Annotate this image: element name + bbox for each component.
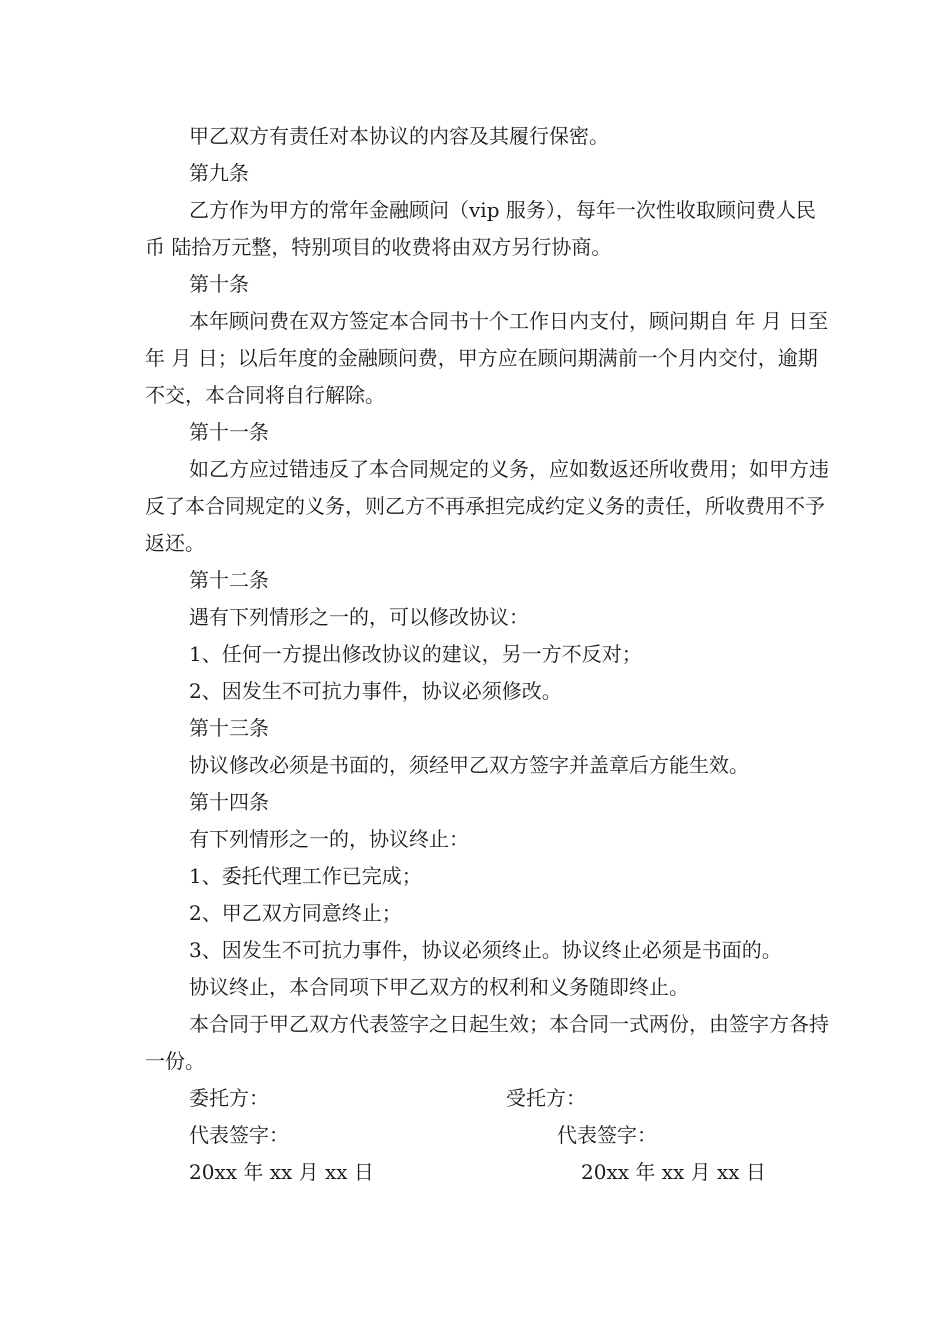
agent-label: 受托方： bbox=[506, 1086, 586, 1110]
agent-date: 20xx 年 xx 月 xx 日 bbox=[581, 1160, 766, 1184]
article-14-intro: 有下列情形之一的，协议终止： bbox=[189, 827, 469, 851]
client-label: 委托方： bbox=[189, 1086, 269, 1110]
client-date: 20xx 年 xx 月 xx 日 bbox=[189, 1160, 374, 1184]
article-13-text: 协议修改必须是书面的，须经甲乙双方签字并盖章后方能生效。 bbox=[189, 753, 749, 777]
article-14-item-3: 3、因发生不可抗力事件，协议必须终止。协议终止必须是书面的。 bbox=[189, 938, 782, 962]
client-rep-signature: 代表签字： bbox=[189, 1123, 289, 1147]
signature-date-row bbox=[145, 1154, 835, 1191]
article-10-text: 本年顾问费在双方签定本合同书十个工作日内支付，顾问期自 年 月 日至 年 月 日；以后年度的金融顾问费，甲方应在顾问期满前一个月内交付，逾期不交，本合同将自行解除。 bbox=[145, 309, 829, 407]
termination-effect: 协议终止，本合同项下甲乙双方的权利和义务随即终止。 bbox=[189, 975, 689, 999]
article-9-heading: 第九条 bbox=[189, 161, 249, 185]
paragraph-confidentiality: 甲乙双方有责任对本协议的内容及其履行保密。 bbox=[189, 124, 609, 148]
signature-rep-row bbox=[145, 1117, 835, 1154]
article-12-item-1: 1、任何一方提出修改协议的建议，另一方不反对； bbox=[189, 642, 642, 666]
article-11-text: 如乙方应过错违反了本合同规定的义务，应如数返还所收费用；如甲方违反了本合同规定的义务，则乙方不再承担完成约定义务的责任，所收费用不予返还。 bbox=[145, 457, 829, 555]
article-14-item-1: 1、委托代理工作已完成； bbox=[189, 864, 422, 888]
signature-party-row bbox=[145, 1080, 835, 1117]
article-10-heading: 第十条 bbox=[189, 272, 249, 296]
article-12-item-2: 2、因发生不可抗力事件，协议必须修改。 bbox=[189, 679, 562, 703]
article-13-heading: 第十三条 bbox=[189, 716, 269, 740]
article-12-heading: 第十二条 bbox=[189, 568, 269, 592]
effective-clause: 本合同于甲乙双方代表签字之日起生效；本合同一式两份，由签字方各持一份。 bbox=[145, 1012, 829, 1073]
agent-rep-signature: 代表签字： bbox=[557, 1123, 657, 1147]
document-body bbox=[145, 118, 835, 1191]
article-9-text: 乙方作为甲方的常年金融顾问（vip 服务），每年一次性收取顾问费人民币 陆拾万元整，特别项目的收费将由双方另行协商。 bbox=[145, 198, 816, 259]
article-11-heading: 第十一条 bbox=[189, 420, 269, 444]
article-14-item-2: 2、甲乙双方同意终止； bbox=[189, 901, 402, 925]
article-14-heading: 第十四条 bbox=[189, 790, 269, 814]
article-12-intro: 遇有下列情形之一的，可以修改协议： bbox=[189, 605, 529, 629]
